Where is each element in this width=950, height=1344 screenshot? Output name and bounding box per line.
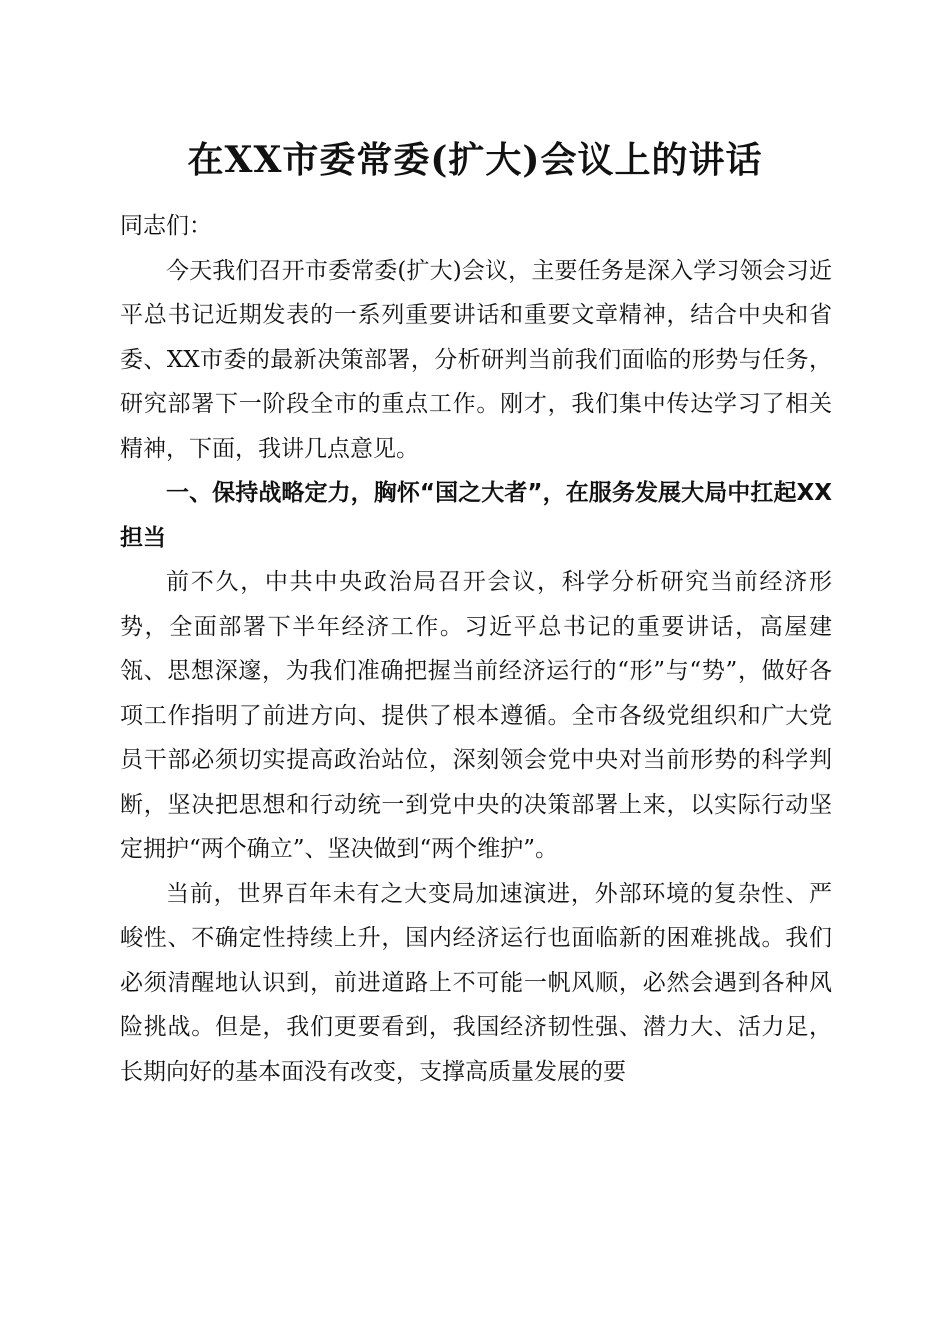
document-title: 在XX市委常委(扩大)会议上的讲话 <box>187 139 763 181</box>
intro-paragraph: 今天我们召开市委常委(扩大)会议，主要任务是深入学习领会习近平总书记近期发表的一系列重要讲话和重要文章精神，结合中央和省委、XX市委的最新决策部署，分析研判当前我们面临的形势与任务，研究部署下一阶段全市的重点工作。刚才，我们集中传达学习了相关精神，下面，我讲几点意见。 <box>120 257 832 462</box>
section-1-paragraph-1: 前不久，中共中央政治局召开会议，科学分析研究当前经济形势，全面部署下半年经济工作。习近平总书记的重要讲话，高屋建瓴、思想深邃，为我们准确把握当前经济运行的“形”与“势”，做好各项工作指明了前进方向、提供了根本遵循。全市各级党组织和广大党员干部必须切实提高政治站位，深刻领会党中央对当前形势的科学判断，坚决把思想和行动统一到党中央的决策部署上来，以实际行动坚定拥护“两个确立”、坚决做到“两个维护”。 <box>120 569 832 862</box>
section-heading-1: 一、保持战略定力，胸怀“国之大者”，在服务发展大局中扛起XX担当 <box>120 480 832 551</box>
document-body <box>120 204 832 1094</box>
section-1-paragraph-2: 当前，世界百年未有之大变局加速演进，外部环境的复杂性、严峻性、不确定性持续上升，国内经济运行也面临新的困难挑战。我们必须清醒地认识到，前进道路上不可能一帆风顺，必然会遇到各种风险挑战。但是，我们更要看到，我国经济韧性强、潜力大、活力足，长期向好的基本面没有改变，支撑高质量发展的要 <box>120 880 832 1085</box>
salutation: 同志们： <box>120 213 212 239</box>
